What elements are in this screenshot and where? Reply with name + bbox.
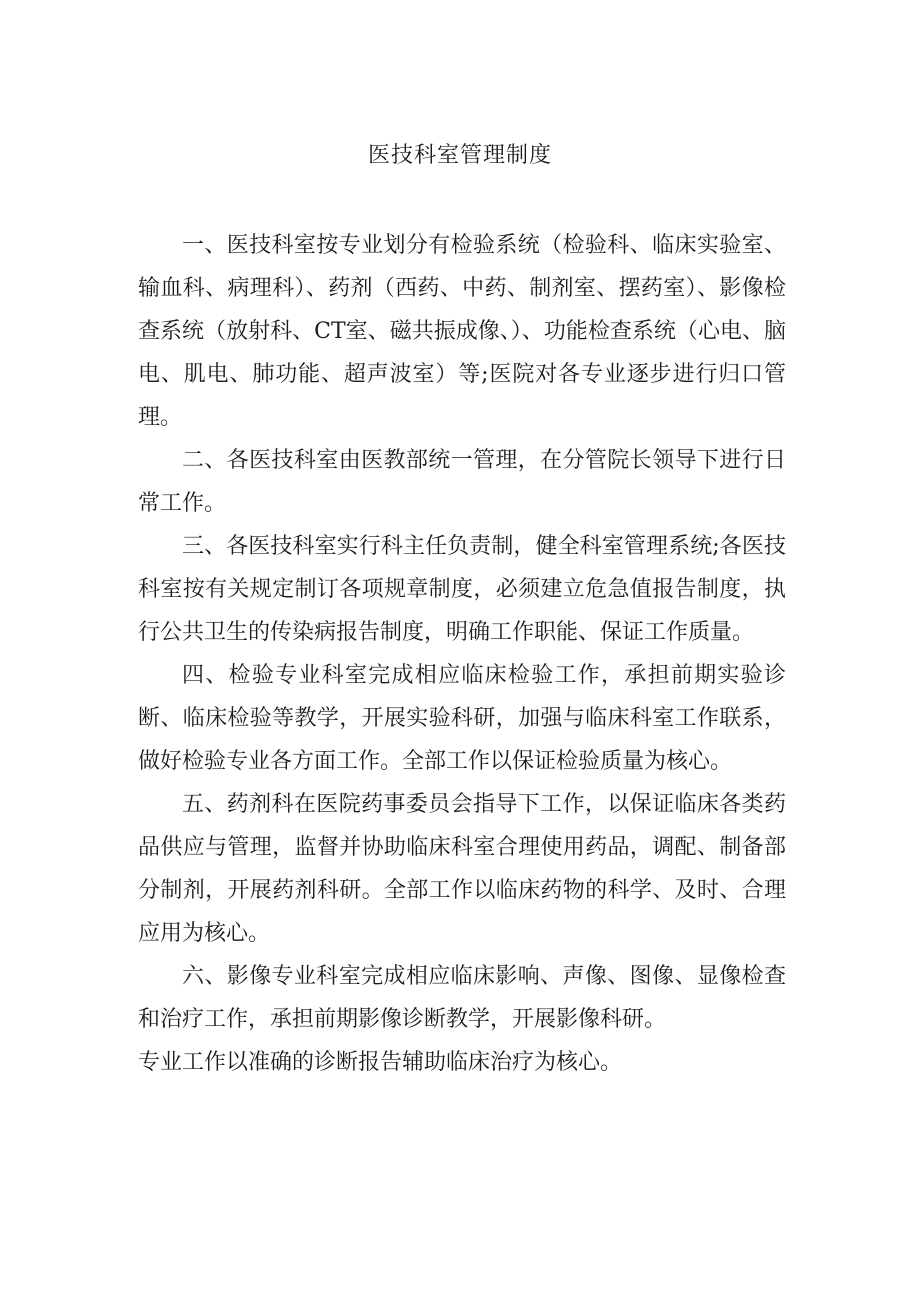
paragraph-5: 五、药剂科在医院药事委员会指导下工作，以保证临床各类药品供应与管理，监督并协助临床科室合理使用药品，调配、制备部分制剂，开展药剂科研。全部工作以临床药物的科学、及时、合理应用为核心。 bbox=[138, 792, 786, 946]
paragraph-2: 二、各医技科室由医教部统一管理，在分管院长领导下进行日常工作。 bbox=[138, 448, 786, 516]
paragraph-3: 三、各医技科室实行科主任负责制，健全科室管理系统;各医技科室按有关规定制订各项规章制度，必须建立危急值报告制度，执行公共卫生的传染病报告制度，明确工作职能、保证工作质量。 bbox=[138, 534, 786, 645]
paragraph-1: 一、医技科室按专业划分有检验系统（检验科、临床实验室、输血科、病理科）、药剂（西药、中药、制剂室、摆药室）、影像检查系统（放射科、CT室、磁共振成像、）、功能检查系统（心电、脑电、肌电、肺功能、超声波室）等;医院对各专业逐步进行归口管理。 bbox=[138, 233, 786, 430]
document-title: 医技科室管理制度 bbox=[367, 143, 552, 168]
paragraph-7: 专业工作以准确的诊断报告辅助临床治疗为核心。 bbox=[138, 1050, 623, 1075]
paragraph-4: 四、检验专业科室完成相应临床检验工作，承担前期实验诊断、临床检验等教学，开展实验科研，加强与临床科室工作联系，做好检验专业各方面工作。全部工作以保证检验质量为核心。 bbox=[138, 663, 786, 774]
document-body bbox=[138, 224, 786, 1084]
paragraph-6: 六、影像专业科室完成相应临床影响、声像、图像、显像检查和治疗工作，承担前期影像诊断教学，开展影像科研。 bbox=[138, 964, 786, 1032]
